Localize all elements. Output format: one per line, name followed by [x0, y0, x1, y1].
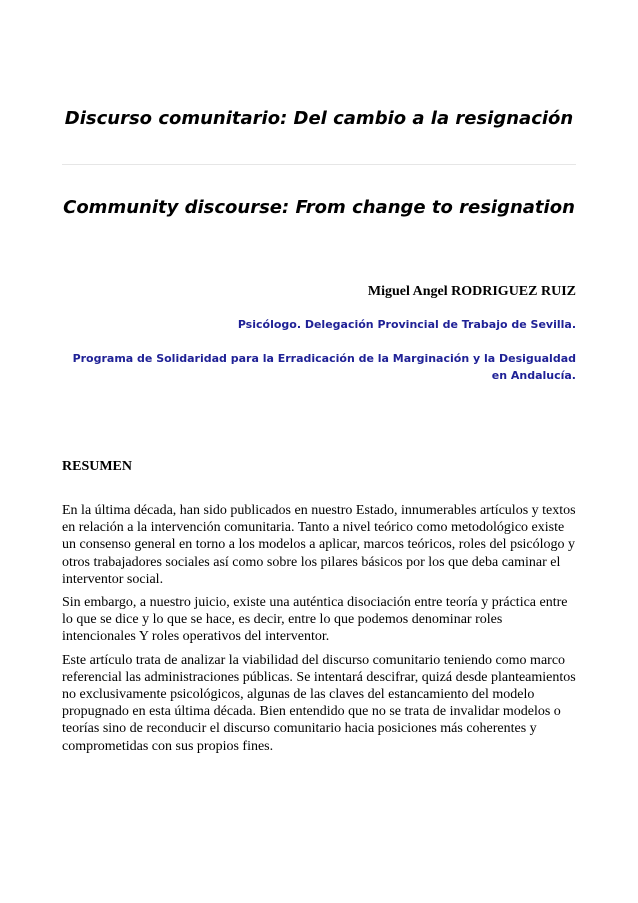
abstract-body	[62, 502, 578, 761]
abstract-paragraph: Este artículo trata de analizar la viabilidad del discurso comunitario teniendo como marco referencial las administraciones públicas. Se intentará descifrar, quizá desde planteamientos no exclusivamente psicológicos, algunas de las claves del estancamiento del modelo propugnado en esta última década. Bien entendido que no se trata de invalidar modelos o teorías sino de reconducir el discurso comunitario hacia posiciones más coherentes y comprometidas con sus propios fines.	[62, 652, 576, 754]
title-divider	[62, 164, 576, 165]
author-program: Programa de Solidaridad para la Erradicación de la Marginación y la Desigualdad en Andalucía.	[72, 352, 576, 382]
abstract-paragraph: En la última década, han sido publicados en nuestro Estado, innumerables artículos y textos en relación a la intervención comunitaria. Tanto a nivel teórico como metodológico existe un consenso general en torno a los modelos a aplicar, marcos teóricos, roles del psicólogo y otros trabajadores sociales así como sobre los pilares básicos por los que deba caminar el interventor social.	[62, 503, 576, 587]
abstract-heading: RESUMEN	[62, 459, 133, 474]
abstract-paragraph: Sin embargo, a nuestro juicio, existe una auténtica disociación entre teoría y práctica entre lo que se dice y lo que se hace, es decir, entre lo que podemos denominar roles intencionales Y roles operativos del interventor.	[62, 595, 568, 645]
author-name: Miguel Angel RODRIGUEZ RUIZ	[367, 284, 576, 299]
title-spanish: Discurso comunitario: Del cambio a la resignación	[64, 108, 574, 129]
author-affiliation: Psicólogo. Delegación Provincial de Trabajo de Sevilla.	[237, 318, 576, 331]
title-english: Community discourse: From change to resignation	[63, 197, 575, 218]
